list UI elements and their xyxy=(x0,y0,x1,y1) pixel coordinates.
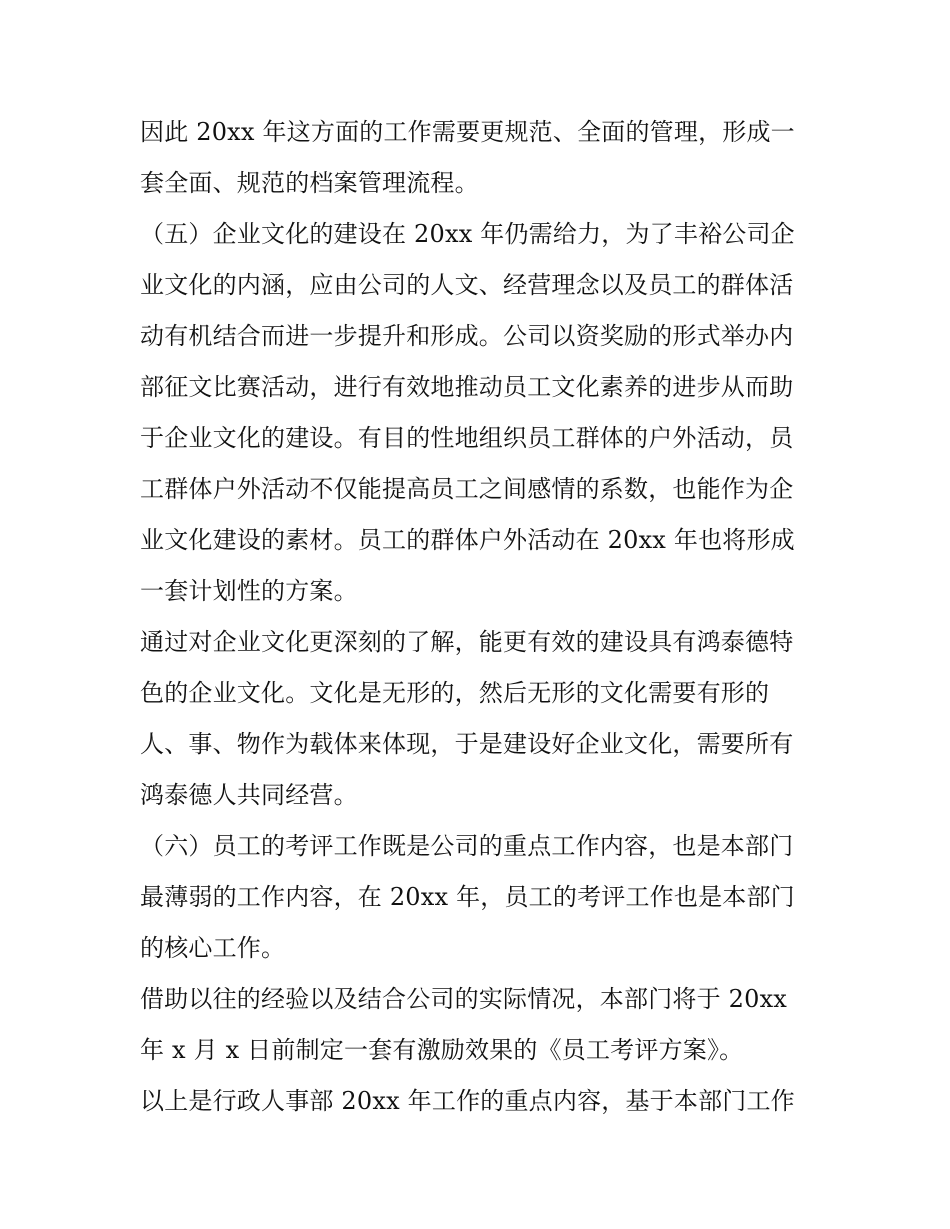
text-line: 的核心工作。 xyxy=(140,934,286,962)
text-line: 色的企业文化。文化是无形的，然后无形的文化需要有形的 xyxy=(140,679,770,707)
text-line: 业文化建设的素材。员工的群体户外活动在 20xx 年也将形成 xyxy=(140,526,795,554)
document-body xyxy=(140,107,820,1127)
text-line: 部征文比赛活动，进行有效地推动员工文化素养的进步从而助 xyxy=(140,373,794,401)
text-line: 因此 20xx 年这方面的工作需要更规范、全面的管理，形成一 xyxy=(140,118,795,146)
text-line: 于企业文化的建设。有目的性地组织员工群体的户外活动，员 xyxy=(140,424,794,452)
text-line: 鸿泰德人共同经营。 xyxy=(140,781,358,809)
text-line: 以上是行政人事部 20xx 年工作的重点内容，基于本部门工作 xyxy=(140,1087,795,1115)
text-line: （五）企业文化的建设在 20xx 年仍需给力，为了丰裕公司企 xyxy=(140,220,795,248)
text-line: 工群体户外活动不仅能提高员工之间感情的系数，也能作为企 xyxy=(140,475,794,503)
text-line: 业文化的内涵，应由公司的人文、经营理念以及员工的群体活 xyxy=(140,271,794,299)
text-line: 套全面、规范的档案管理流程。 xyxy=(140,169,479,197)
text-line: 通过对企业文化更深刻的了解，能更有效的建设具有鸿泰德特 xyxy=(140,628,794,656)
text-line: 一套计划性的方案。 xyxy=(140,577,358,605)
text-line: （六）员工的考评工作既是公司的重点工作内容，也是本部门 xyxy=(140,832,794,860)
text-line: 年 x 月 x 日前制定一套有激励效果的《员工考评方案》。 xyxy=(140,1036,744,1064)
text-line: 动有机结合而进一步提升和形成。公司以资奖励的形式举办内 xyxy=(140,322,794,350)
text-line: 最薄弱的工作内容，在 20xx 年，员工的考评工作也是本部门 xyxy=(140,883,795,911)
text-line: 人、事、物作为载体来体现，于是建设好企业文化，需要所有 xyxy=(140,730,794,758)
text-line: 借助以往的经验以及结合公司的实际情况，本部门将于 20xx xyxy=(140,985,788,1013)
